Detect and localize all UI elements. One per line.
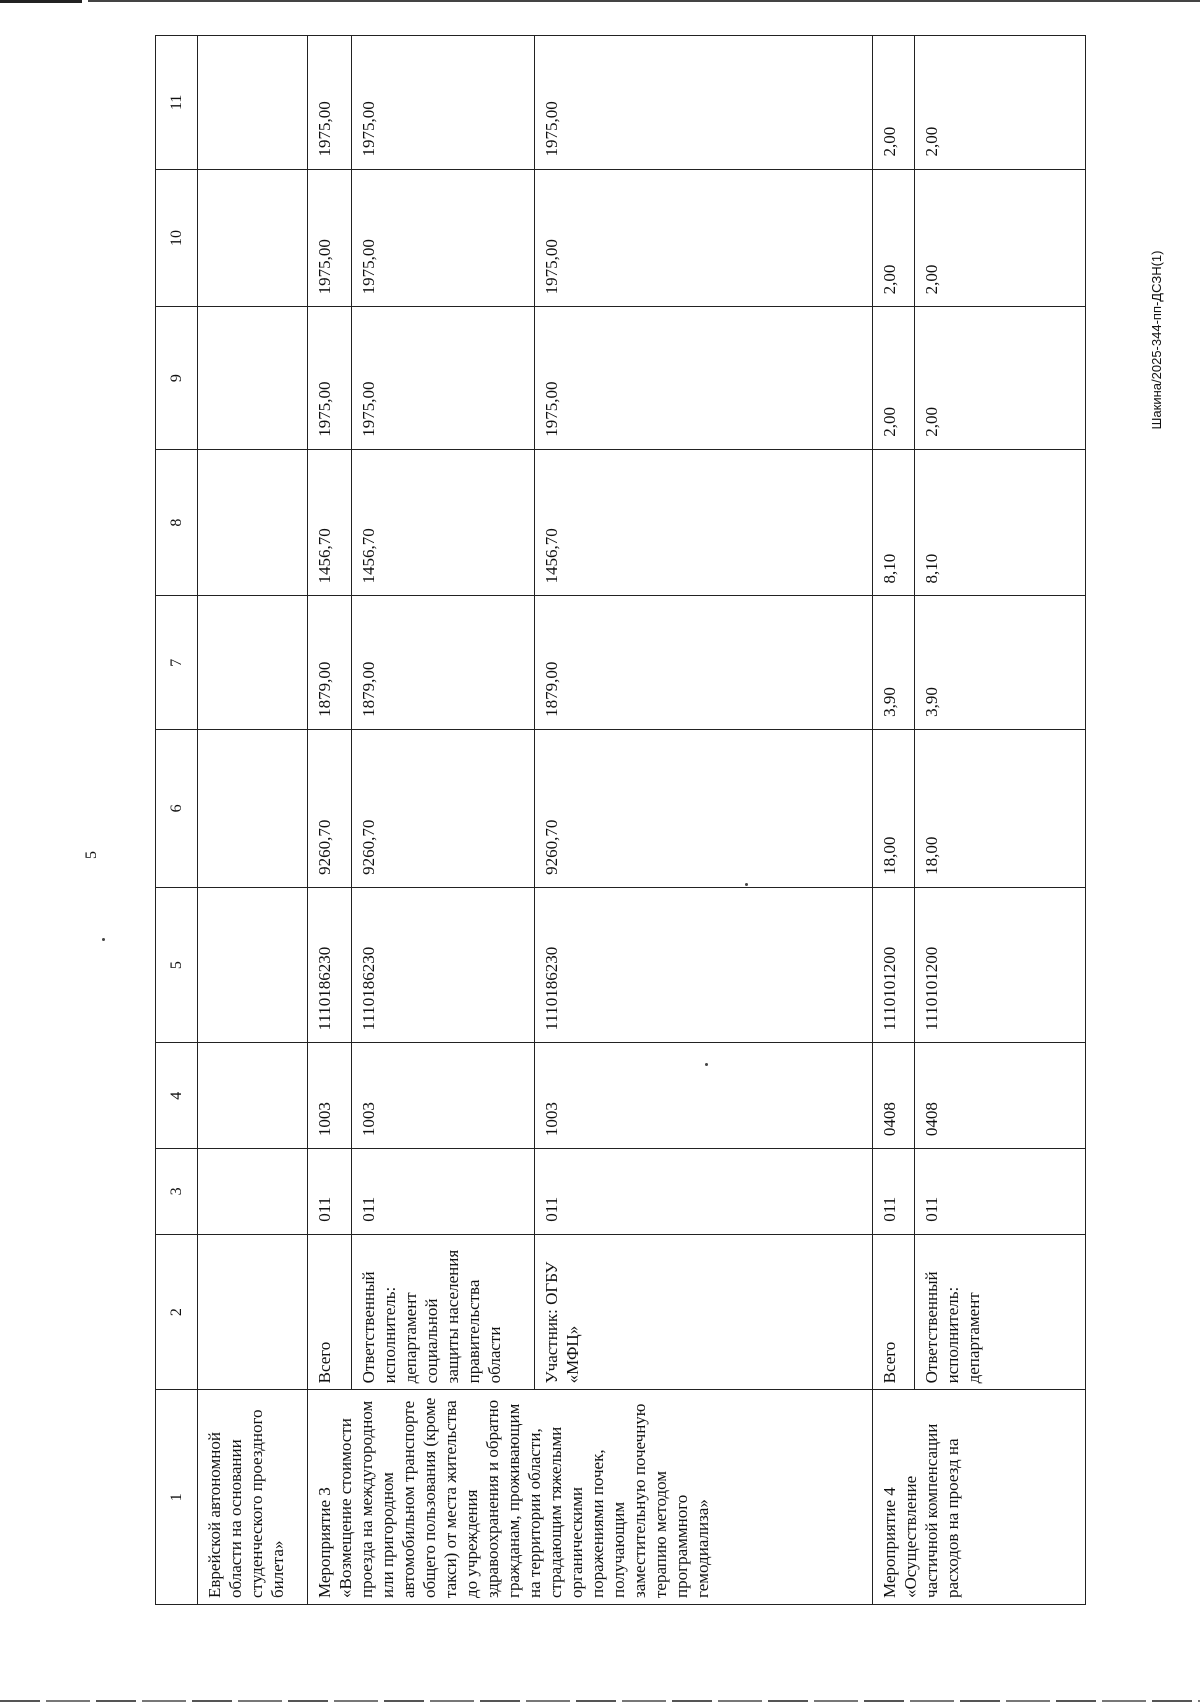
grbs-cell: [198, 1149, 308, 1235]
amount-cell: 18,00: [873, 729, 915, 887]
budget-table: [155, 35, 1086, 1605]
section-cell: 1003: [308, 1043, 352, 1149]
amount-cell: 9260,70: [352, 729, 535, 887]
grbs-cell: 011: [873, 1149, 915, 1235]
section-cell: 0408: [873, 1043, 915, 1149]
header-cell: 2: [156, 1234, 198, 1390]
amount-cell: 2,00: [873, 36, 915, 170]
role-cell: [198, 1234, 308, 1390]
amount-cell: 2,00: [915, 307, 1086, 449]
amount-cell: 2,00: [915, 169, 1086, 307]
target-article-cell: 1110186230: [352, 887, 535, 1043]
section-cell: 1003: [535, 1043, 873, 1149]
header-cell: 1: [156, 1390, 198, 1605]
target-article-cell: 1110101200: [915, 887, 1086, 1043]
event-cell: Еврейской автономной области на основании студенческого проездного билета»: [198, 1390, 308, 1605]
amount-cell: 8,10: [873, 449, 915, 596]
header-cell: 10: [156, 169, 198, 307]
amount-cell: 3,90: [915, 596, 1086, 729]
amount-cell: 9260,70: [535, 729, 873, 887]
amount-cell: 1975,00: [308, 36, 352, 170]
header-cell: 8: [156, 449, 198, 596]
amount-cell: 1975,00: [308, 307, 352, 449]
scan-speck: [102, 938, 105, 941]
amount-cell: 9260,70: [308, 729, 352, 887]
role-cell: Ответственный исполнитель: департамент социальной защиты населения правительства области: [352, 1234, 535, 1390]
header-cell: 3: [156, 1149, 198, 1235]
header-cell: 11: [156, 36, 198, 170]
role-cell: Участник: ОГБУ «МФЦ»: [535, 1234, 873, 1390]
budget-table-rotated: [155, 35, 1085, 1605]
amount-cell: 1456,70: [352, 449, 535, 596]
amount-cell: 2,00: [873, 169, 915, 307]
header-cell: 7: [156, 596, 198, 729]
amount-cell: [198, 307, 308, 449]
amount-cell: 1975,00: [352, 169, 535, 307]
amount-cell: [198, 36, 308, 170]
grbs-cell: 011: [308, 1149, 352, 1235]
page-number: 5: [83, 851, 100, 859]
target-article-cell: 1110186230: [308, 887, 352, 1043]
table-row: [308, 36, 352, 1605]
amount-cell: 1975,00: [535, 36, 873, 170]
amount-cell: 1879,00: [308, 596, 352, 729]
table-row: [535, 36, 873, 1605]
budget-table-frame: [155, 35, 1085, 1605]
amount-cell: 2,00: [915, 36, 1086, 170]
amount-cell: [198, 169, 308, 307]
section-cell: 1003: [352, 1043, 535, 1149]
amount-cell: 18,00: [915, 729, 1086, 887]
amount-cell: [198, 596, 308, 729]
section-cell: 0408: [915, 1043, 1086, 1149]
scan-edge-mark: [0, 0, 82, 3]
amount-cell: 1975,00: [308, 169, 352, 307]
header-cell: 5: [156, 887, 198, 1043]
amount-cell: 1456,70: [535, 449, 873, 596]
document-code: Шакина/2025-344-пп-ДСЗН(1): [1149, 250, 1164, 430]
amount-cell: 1975,00: [352, 307, 535, 449]
amount-cell: 3,90: [873, 596, 915, 729]
grbs-cell: 011: [352, 1149, 535, 1235]
header-cell: 9: [156, 307, 198, 449]
amount-cell: 1975,00: [535, 169, 873, 307]
header-row: [156, 36, 198, 1605]
table-row: [352, 36, 535, 1605]
scan-edge-mark: [88, 0, 1200, 2]
amount-cell: 8,10: [915, 449, 1086, 596]
grbs-cell: 011: [915, 1149, 1086, 1235]
amount-cell: [198, 729, 308, 887]
table-row: [873, 36, 915, 1605]
role-cell: Ответственный исполнитель: департамент: [915, 1234, 1086, 1390]
amount-cell: 1975,00: [352, 36, 535, 170]
amount-cell: [198, 449, 308, 596]
header-cell: 6: [156, 729, 198, 887]
amount-cell: 1879,00: [352, 596, 535, 729]
amount-cell: 1879,00: [535, 596, 873, 729]
amount-cell: 2,00: [873, 307, 915, 449]
event-cell: Мероприятие 3 «Возмещение стоимости проезда на междугородном или пригородном автомобильном транспорте общего пользования (кроме такси) от места жительства до учреждения здравоохранения и обратно гражданам, проживающим на территории области, страдающим тяжелыми органическими поражениями почек, получающим заместительную почечную терапию методом программного гемодиализа»: [308, 1390, 873, 1605]
header-cell: 4: [156, 1043, 198, 1149]
amount-cell: 1456,70: [308, 449, 352, 596]
target-article-cell: [198, 887, 308, 1043]
section-cell: [198, 1043, 308, 1149]
role-cell: Всего: [308, 1234, 352, 1390]
role-cell: Всего: [873, 1234, 915, 1390]
target-article-cell: 1110186230: [535, 887, 873, 1043]
table-row: [915, 36, 1086, 1605]
event-cell: Мероприятие 4 «Осуществление частичной компенсации расходов на проезд на: [873, 1390, 1086, 1605]
target-article-cell: 1110101200: [873, 887, 915, 1043]
amount-cell: 1975,00: [535, 307, 873, 449]
table-row: [198, 36, 308, 1605]
grbs-cell: 011: [535, 1149, 873, 1235]
scan-edge-mark: [0, 1700, 1200, 1702]
